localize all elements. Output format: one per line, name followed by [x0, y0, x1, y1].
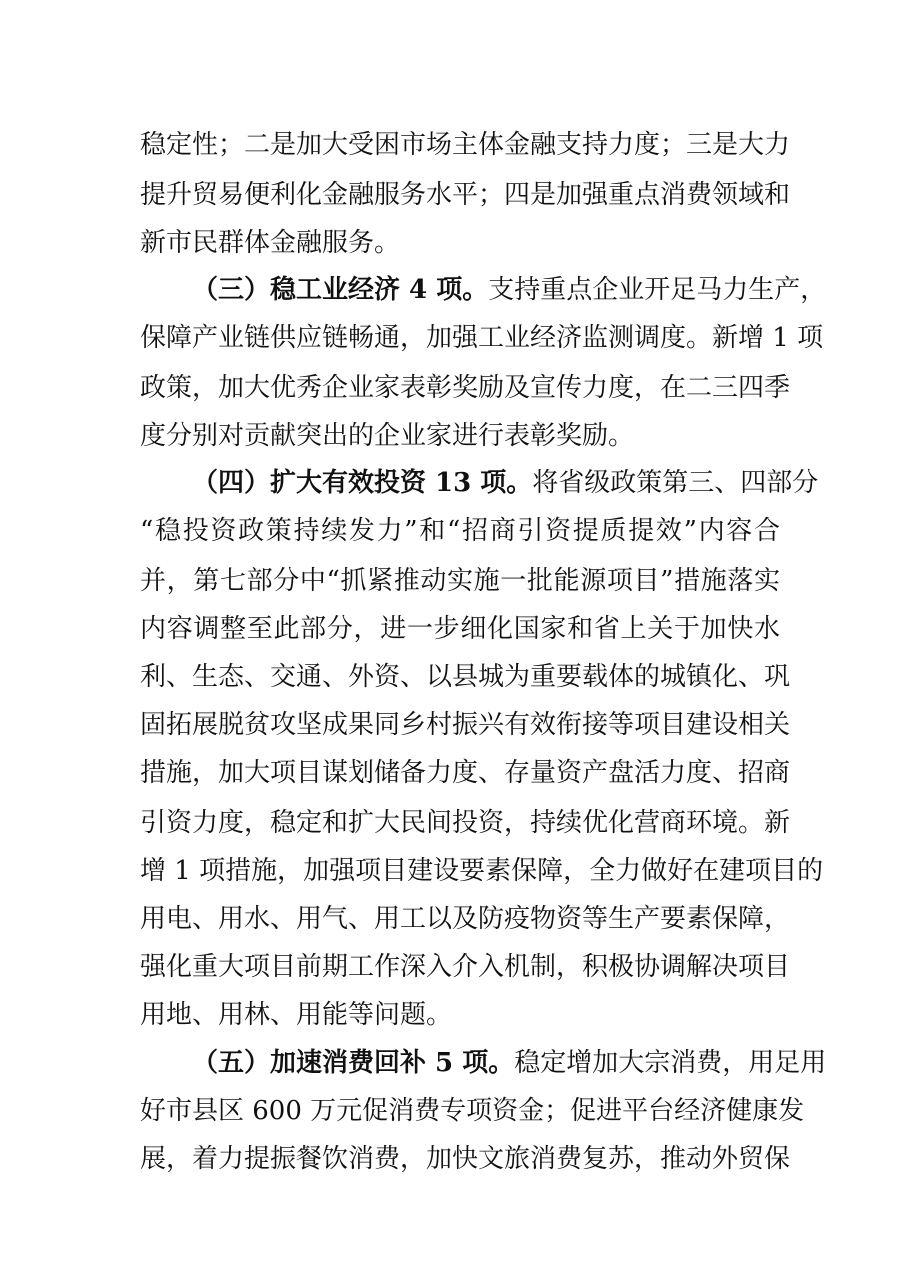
- text-line: 并，第七部分中“抓紧推动实施一批能源项目”措施落实: [140, 566, 780, 596]
- text-line: 利、生态、交通、外资、以县城为重要载体的城镇化、巩: [140, 662, 791, 692]
- section-heading: （四）扩大有效投资 13 项。: [192, 468, 533, 498]
- paragraph-first-line: [192, 270, 827, 310]
- text-line: 用地、用林、用能等问题。: [140, 1000, 453, 1030]
- text-run: 将省级政策第三、四部分: [532, 468, 819, 498]
- paragraph-first-line: [192, 463, 819, 503]
- paragraph-first-line: [192, 1043, 827, 1083]
- text-line: “稳投资政策持续发力”和“招商引资提质提效”内容合: [140, 516, 780, 546]
- text-line: 措施，加大项目谋划储备力度、存量资产盘活力度、招商: [140, 758, 791, 788]
- section-heading: （三）稳工业经济 4 项。: [192, 275, 489, 305]
- text-line: 好市县区 600 万元促消费专项资金；促进平台经济健康发: [140, 1096, 805, 1126]
- text-run: 稳定增加大宗消费，用足用: [514, 1048, 827, 1078]
- text-line: 提升贸易便利化金融服务水平；四是加强重点消费领域和: [140, 180, 791, 210]
- text-line: 用电、用水、用气、用工以及防疫物资等生产要素保障，: [140, 904, 791, 934]
- text-line: 展，着力提振餐饮消费，加快文旅消费复苏，推动外贸保: [140, 1144, 791, 1174]
- text-line: 度分别对贡献突出的企业家进行表彰奖励。: [140, 421, 635, 451]
- text-run: 支持重点企业开足马力生产，: [488, 275, 827, 305]
- text-line: 固拓展脱贫攻坚成果同乡村振兴有效衔接等项目建设相关: [140, 710, 791, 740]
- text-line: 保障产业链供应链畅通，加强工业经济监测调度。新增 1 项: [140, 323, 824, 353]
- text-line: 引资力度，稳定和扩大民间投资，持续优化营商环境。新: [140, 808, 791, 838]
- text-line: 政策，加大优秀企业家表彰奖励及宣传力度，在二三四季: [140, 373, 791, 403]
- text-line: 强化重大项目前期工作深入介入机制，积极协调解决项目: [140, 952, 791, 982]
- section-heading: （五）加速消费回补 5 项。: [192, 1048, 515, 1078]
- text-line: 增 1 项措施，加强项目建设要素保障，全力做好在建项目的: [140, 856, 824, 886]
- text-line: 新市民群体金融服务。: [140, 228, 401, 258]
- text-line: 稳定性；二是加大受困市场主体金融支持力度；三是大力: [140, 130, 791, 160]
- text-line: 内容调整至此部分，进一步细化国家和省上关于加快水: [140, 614, 780, 644]
